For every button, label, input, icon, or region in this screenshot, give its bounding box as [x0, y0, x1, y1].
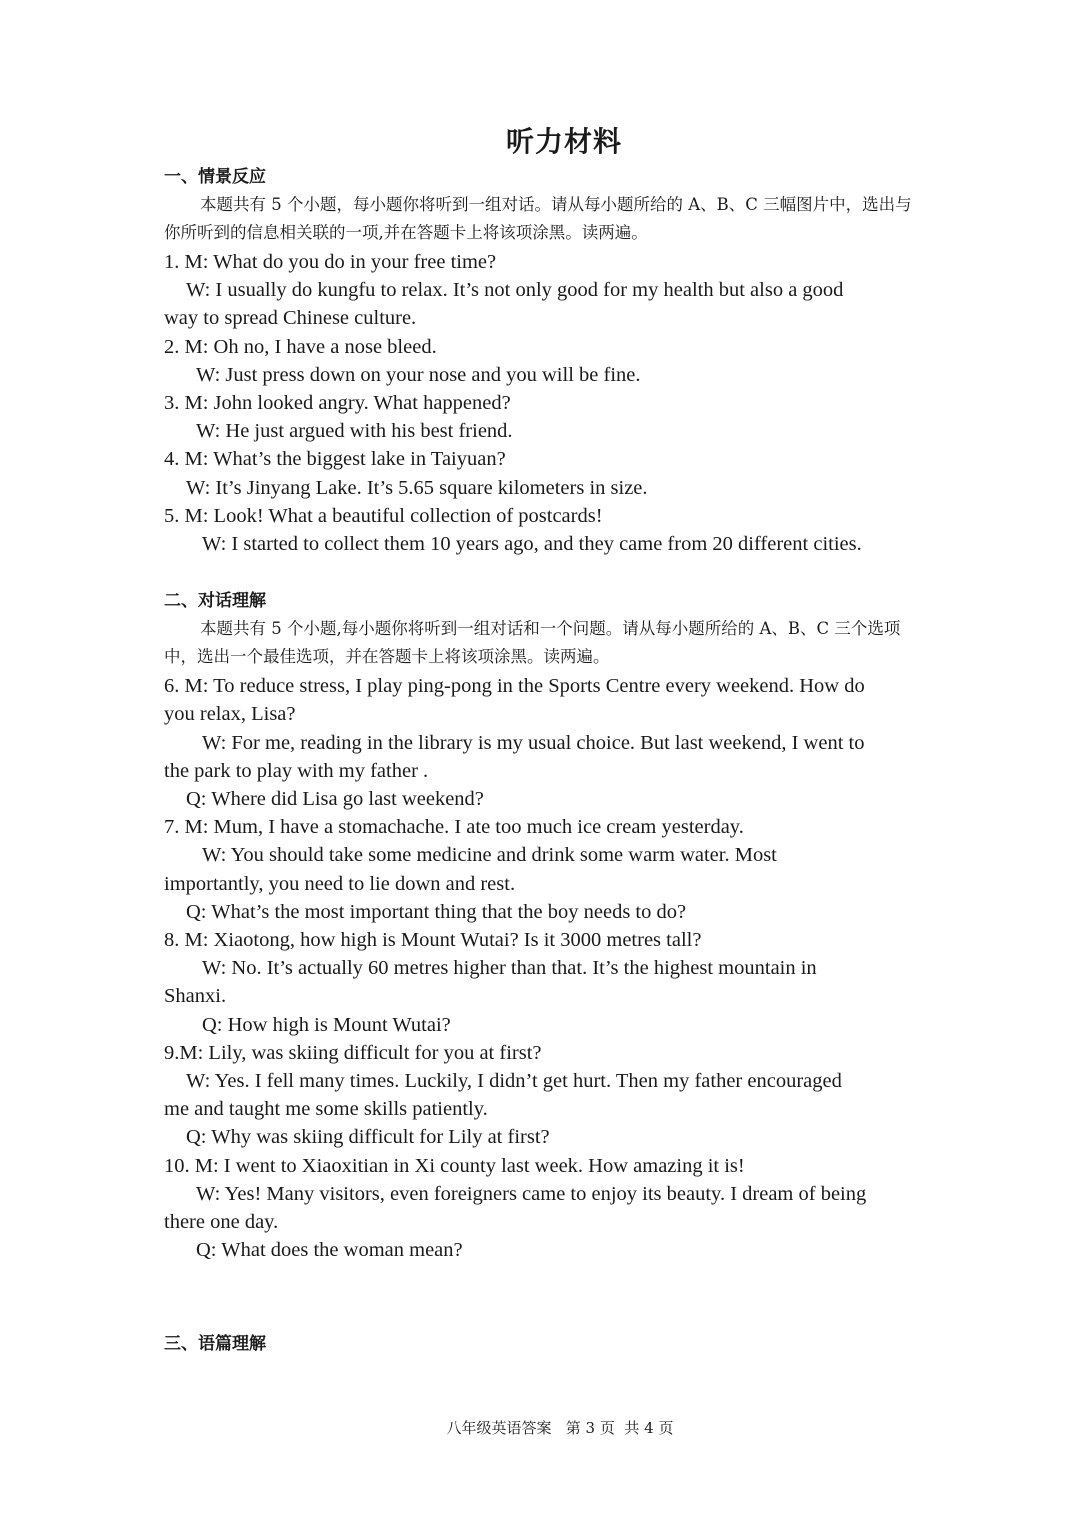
- dialogue-line: W: For me, reading in the library is my usual choice. But last weekend, I went to: [202, 731, 865, 754]
- dialogue-line: W: Yes. I fell many times. Luckily, I didn’t get hurt. Then my father encouraged: [186, 1070, 842, 1093]
- question-line: Q: How high is Mount Wutai?: [202, 1013, 451, 1036]
- dialogue-line: 2. M: Oh no, I have a nose bleed.: [164, 335, 437, 358]
- question-line: Q: What does the woman mean?: [196, 1239, 463, 1262]
- question-line: Q: What’s the most important thing that the boy needs to do?: [186, 900, 687, 923]
- dialogue-line: you relax, Lisa?: [164, 703, 296, 726]
- dialogue-line: W: You should take some medicine and drink some warm water. Most: [202, 844, 777, 867]
- page-content: [164, 164, 924, 1358]
- dialogue-line: 1. M: What do you do in your free time?: [164, 251, 497, 273]
- question-line: Q: Why was skiing difficult for Lily at first?: [186, 1126, 550, 1149]
- dialogue-line: W: No. It’s actually 60 metres higher than that. It’s the highest mountain in: [202, 957, 817, 980]
- dialogue-line: there one day.: [164, 1211, 279, 1234]
- dialogue-line: W: I started to collect them 10 years ago, and they came from 20 different cities.: [202, 533, 862, 556]
- dialogue-line: 8. M: Xiaotong, how high is Mount Wutai? Is it 3000 metres tall?: [164, 929, 702, 952]
- dialogue-line: the park to play with my father .: [164, 759, 429, 782]
- section-3-heading: 三、语篇理解: [164, 1333, 266, 1354]
- section-1-heading: 一、情景反应: [164, 167, 266, 187]
- dialogue-line: 7. M: Mum, I have a stomachache. I ate too much ice cream yesterday.: [164, 816, 744, 839]
- question-line: Q: Where did Lisa go last weekend?: [186, 788, 484, 811]
- dialogue-line: W: Just press down on your nose and you will be fine.: [196, 363, 641, 386]
- dialogue-line: W: I usually do kungfu to relax. It’s not only good for my health but also a good: [186, 279, 844, 302]
- dialogue-line: 6. M: To reduce stress, I play ping-pong in the Sports Centre every weekend. How do: [164, 675, 865, 698]
- page-footer: 八年级英语答案 第 3 页 共 4 页: [446, 1419, 674, 1437]
- dialogue-line: 3. M: John looked angry. What happened?: [164, 392, 511, 415]
- dialogue-line: W: He just argued with his best friend.: [196, 420, 513, 443]
- dialogue-line: 9.M: Lily, was skiing difficult for you at first?: [164, 1041, 542, 1064]
- section-1-instructions: 本题共有 5 个小题，每小题你将听到一组对话。请从每小题所给的 A、B、C 三幅图片中，选出与你所听到的信息相关联的一项,并在答题卡上将该项涂黑。读两遍。: [164, 195, 912, 242]
- dialogue-line: W: It’s Jinyang Lake. It’s 5.65 square kilometers in size.: [186, 476, 648, 499]
- dialogue-line: importantly, you need to lie down and rest.: [164, 872, 516, 895]
- dialogue-line: way to spread Chinese culture.: [164, 307, 417, 330]
- dialogue-line: Shanxi.: [164, 985, 227, 1008]
- section-2-heading: 二、对话理解: [164, 591, 266, 612]
- section-spacer: [164, 1265, 924, 1331]
- dialogue-line: 10. M: I went to Xiaoxitian in Xi county last week. How amazing it is!: [164, 1154, 745, 1177]
- dialogue-line: 4. M: What’s the biggest lake in Taiyuan?: [164, 448, 506, 471]
- section-spacer: [164, 558, 924, 588]
- dialogue-line: W: Yes! Many visitors, even foreigners came to enjoy its beauty. I dream of being: [196, 1182, 867, 1205]
- section-2-instructions: 本题共有 5 个小题,每小题你将听到一组对话和一个问题。请从每小题所给的 A、B、C 三个选项中，选出一个最佳选项，并在答题卡上将该项涂黑。读两遍。: [164, 619, 901, 667]
- dialogue-line: me and taught me some skills patiently.: [164, 1098, 488, 1121]
- dialogue-line: 5. M: Look! What a beautiful collection of postcards!: [164, 504, 603, 527]
- page-title: 听力材料: [505, 125, 622, 158]
